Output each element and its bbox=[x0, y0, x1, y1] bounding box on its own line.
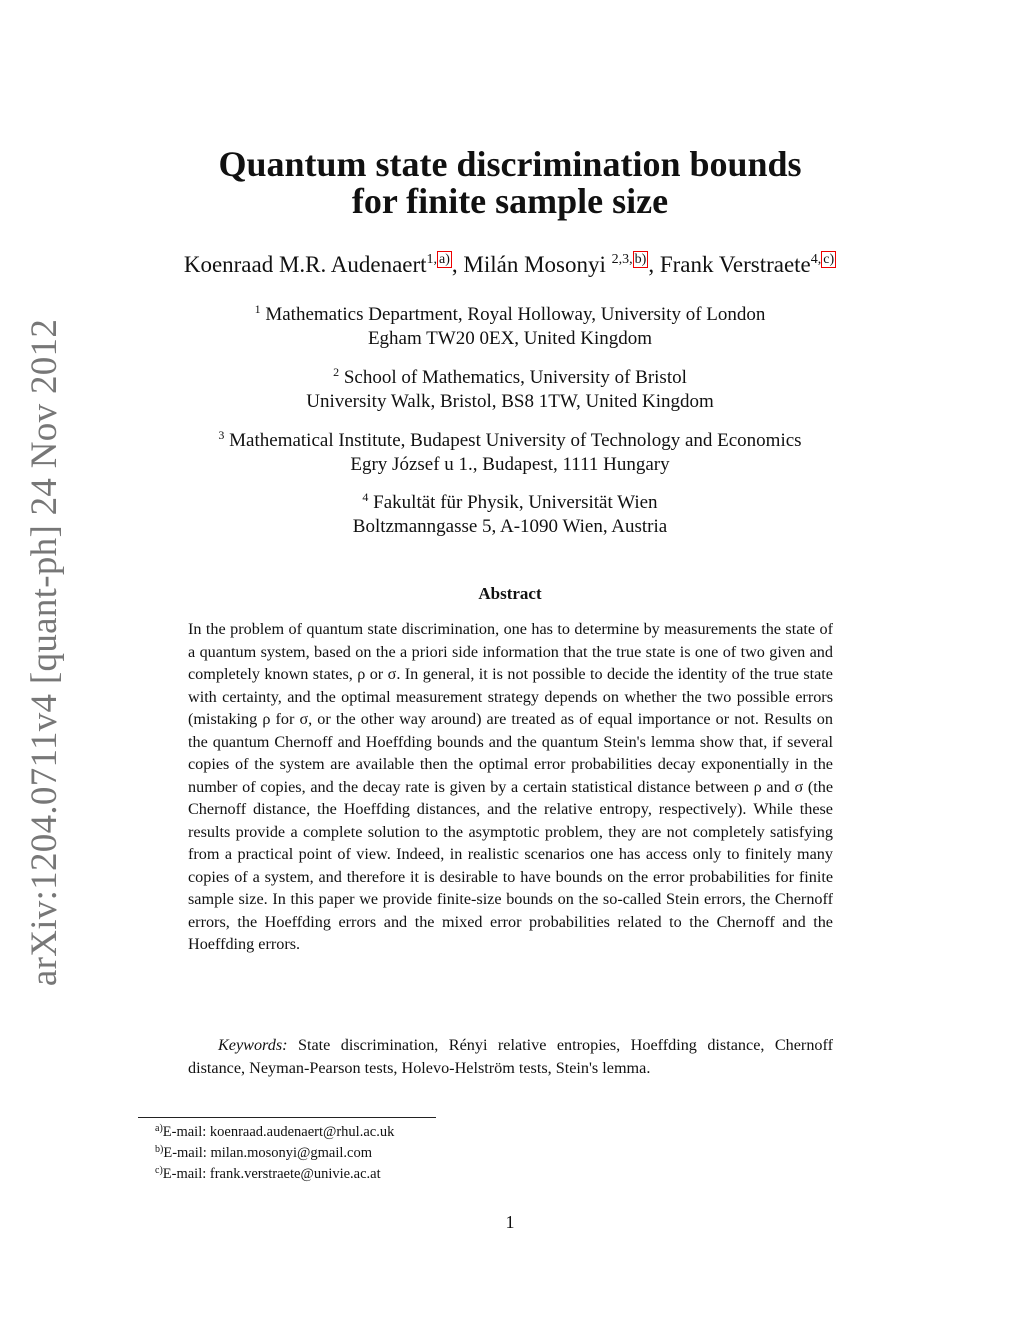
abstract-heading: Abstract bbox=[478, 584, 542, 603]
abstract-body: In the problem of quantum state discrimination, one has to determine by measurements the state of a quantum system, based on the a priori side information that the true state is one of two given and completely known states, ρ or σ. In general, it is not possible to decide the identity of the true state with certainty, and the optimal measurement strategy depends on whether the two possible errors (mistaking ρ for σ, or the other way around) are treated as of equal importance or not. Results on the quantum Chernoff and Hoeffding bounds and the quantum Stein's lemma show that, if several copies of the system are available then the optimal error probabilities decay exponentially in the number of copies, and the decay rate is given by a certain statistical distance between ρ and σ (the Chernoff distance, the Hoeffding distances, and the relative entropy, respectively). While these results provide a complete solution to the asymptotic problem, they are not completely satisfying from a practical point of view. Indeed, in realistic scenarios one has access only to finitely many copies of a system, and therefore it is desirable to have bounds on the error probabilities for finite sample size. In this paper we provide finite-size bounds on the so-called Stein errors, the Chernoff errors, the Hoeffding errors and the mixed error probabilities related to the Chernoff and the Hoeffding errors. bbox=[188, 620, 833, 953]
page-number: 1 bbox=[505, 1212, 515, 1232]
footnotes bbox=[155, 1122, 655, 1185]
affiliation-1: $^1$ Mathematics Department, Royal Holloway, University of London Egham TW20 0EX, United Kingdom bbox=[254, 302, 766, 349]
title-line-1: Quantum state discrimination bounds bbox=[218, 144, 802, 184]
author-3: Frank Verstraete$^{4, c)}$ bbox=[659, 252, 835, 277]
author-3-affil: 4, c) bbox=[810, 252, 835, 267]
keywords-label: Keywords: bbox=[218, 1036, 288, 1054]
affiliation-3: $^3$ Mathematical Institute, Budapest University of Technology and Economics Egry József u 1., Budapest, 1111 Hungary bbox=[218, 428, 802, 475]
footnote-link-b[interactable]: b) bbox=[634, 252, 647, 267]
author-1: Koenraad M.R. Audenaert$^{1, a)}$, bbox=[183, 252, 464, 277]
paper-title bbox=[150, 146, 870, 220]
affiliation-2: $^2$ School of Mathematics, University of Bristol University Walk, Bristol, BS8 1TW, United Kingdom bbox=[306, 365, 714, 412]
arxiv-identifier: arXiv:1204.0711v4 [quant-ph] 24 Nov 2012 bbox=[24, 318, 66, 987]
affiliation-4: $^4$ Fakultät für Physik, Universität Wien Boltzmanngasse 5, A-1090 Wien, Austria bbox=[352, 490, 668, 537]
footnote-rule bbox=[138, 1117, 436, 1118]
author-2: Milán Mosonyi $^{2,3, b)}$, bbox=[463, 252, 660, 277]
footnote-a: $^{a)}$E-mail: koenraad.audenaert@rhul.ac.uk bbox=[155, 1123, 395, 1140]
keywords bbox=[188, 1034, 833, 1079]
author-2-affil: 2,3, b) bbox=[611, 252, 647, 267]
keywords-text: State discrimination, Rényi relative entropies, Hoeffding distance, Chernoff distance, Neyman-Pearson tests, Holevo-Helström tests, Stein's lemma. bbox=[188, 1036, 834, 1077]
footnote-link-c[interactable]: c) bbox=[823, 252, 835, 267]
author-1-affil: 1, a) bbox=[426, 252, 450, 267]
author-list bbox=[100, 252, 920, 278]
title-line-2: for finite sample size bbox=[351, 181, 669, 221]
footnote-c: $^{c)}$E-mail: frank.verstraete@univie.ac.at bbox=[155, 1165, 381, 1182]
arxiv-side-stamp bbox=[18, 318, 72, 987]
footnote-b: $^{b)}$E-mail: milan.mosonyi@gmail.com bbox=[155, 1144, 373, 1161]
footnote-link-a[interactable]: a) bbox=[439, 252, 450, 267]
